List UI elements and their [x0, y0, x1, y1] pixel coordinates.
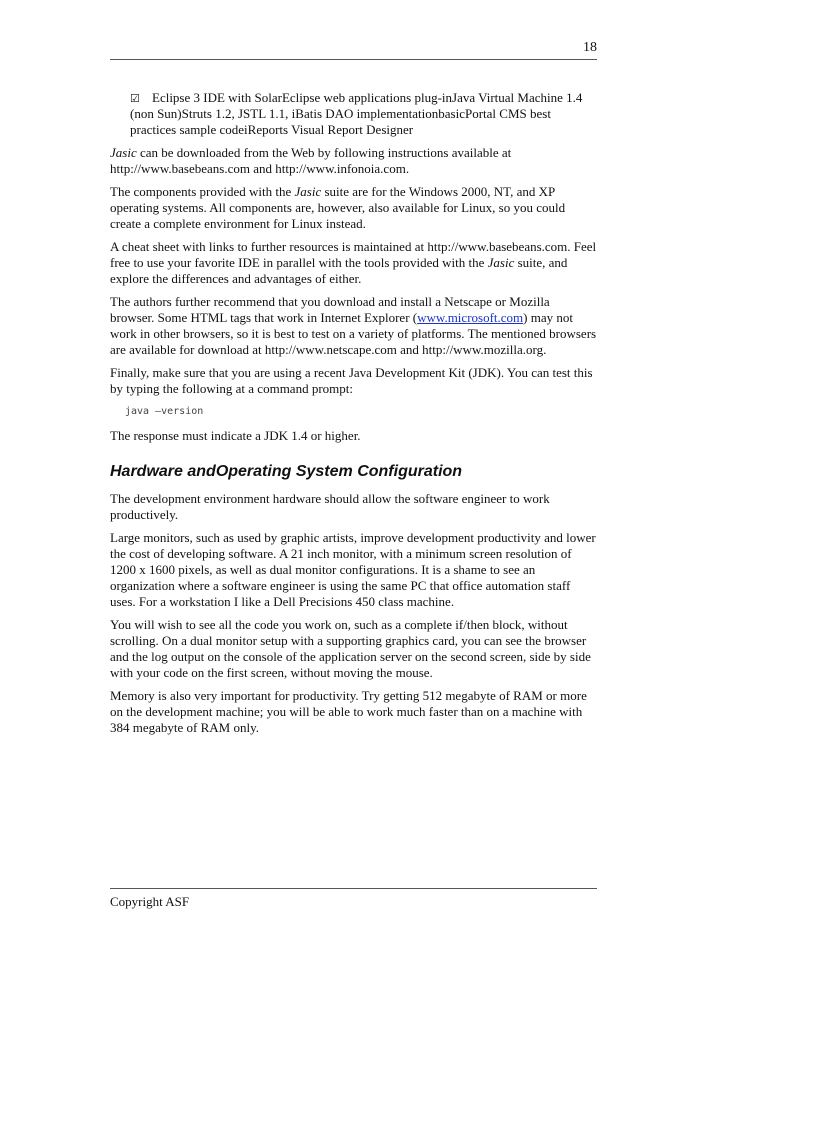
paragraph-monitors: Large monitors, such as used by graphic artists, improve development productivity and lower the cost of developing software. A 21 inch monitor, with a minimum screen resolution of 1200 x 1600 pixels, as well as dual monitor configurations. It is a shame to see an organization where a software engineer is using the same PC that office automation staff uses. For a workstation I like a Dell Precisions 450 class machine.	[110, 530, 596, 609]
paragraph-jdk: Finally, make sure that you are using a recent Java Development Kit (JDK). You can test this by typing the following at a command prompt:	[110, 365, 593, 396]
paragraph-text: The authors further recommend that you download and install a Netscape or Mozilla browser. Some HTML tags that work in Internet Explorer (	[110, 294, 550, 325]
section-heading: Hardware andOperating System Configuration	[110, 463, 463, 480]
checkbox-arrow-icon: ☑	[130, 93, 140, 105]
paragraph-download	[110, 145, 597, 177]
paragraph-hardware: The development environment hardware should allow the software engineer to work productively.	[110, 491, 550, 522]
paragraph-text: The components provided with the	[110, 184, 295, 199]
microsoft-link[interactable]: www.microsoft.com	[417, 310, 524, 325]
page-number: 18	[583, 40, 597, 55]
paragraph-dual-monitor: You will wish to see all the code you work on, such as a complete if/then block, without scrolling. On a dual monitor setup with a supporting graphics card, you can see the browser and the log output on the console of the application server on the second screen, side by side with your code on the first screen, without moving the mouse.	[110, 617, 591, 680]
header-rule	[110, 59, 597, 60]
jasic-term: Jasic	[110, 145, 137, 160]
jasic-term: Jasic	[294, 184, 322, 199]
paragraph-text: ) may not work in other browsers, so it is best to test on a variety of platforms. The mentioned browsers are available for download at http://www.netscape.com and http://www.mozilla.org.	[110, 310, 597, 357]
bullet-item	[130, 90, 597, 138]
paragraph-components	[110, 184, 597, 232]
page-body	[110, 90, 597, 743]
jasic-term: Jasic	[487, 255, 515, 270]
paragraph-text: A cheat sheet with links to further resources is maintained at http://www.basebeans.com. Feel free to use your favorite IDE in parallel with the tools provided with the	[110, 239, 597, 270]
paragraph-memory: Memory is also very important for productivity. Try getting 512 megabyte of RAM or more on the development machine; you will be able to work much faster than on a machine with 384 megabyte of RAM only.	[110, 688, 587, 735]
footer-copyright: Copyright ASF	[110, 894, 190, 909]
code-sample: java –version	[125, 406, 204, 417]
bullet-text: Eclipse 3 IDE with SolarEclipse web applications plug-inJava Virtual Machine 1.4 (non Sun)Struts 1.2, JSTL 1.1, iBatis DAO implementationbasicPortal CMS best practices sample codeiReports Visual Report Designer	[130, 90, 583, 137]
footer-rule	[110, 888, 597, 889]
paragraph-text: suite are for the Windows 2000, NT, and XP operating systems. All components are, however, also available for Linux, so you could create a complete environment for Linux instead.	[110, 184, 566, 231]
paragraph-cheat-sheet	[110, 239, 597, 287]
paragraph-jdk-response: The response must indicate a JDK 1.4 or higher.	[110, 428, 361, 443]
paragraph-text: suite, and explore the differences and advantages of either.	[110, 255, 568, 286]
paragraph-browsers	[110, 294, 597, 358]
paragraph-text: can be downloaded from the Web by following instructions available at http://www.basebeans.com and http://www.infonoia.com.	[110, 145, 512, 176]
